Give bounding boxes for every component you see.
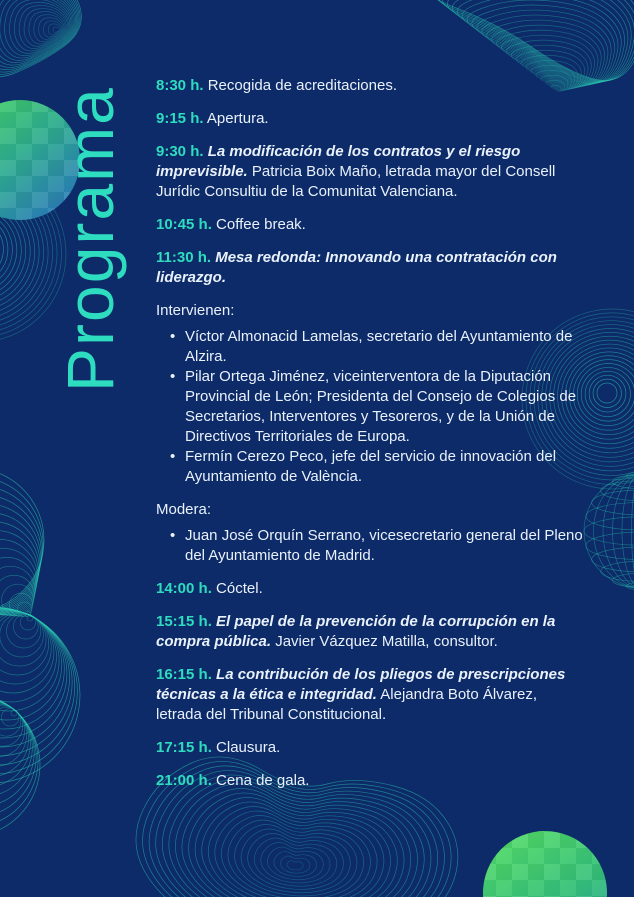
moderator-label: Modera:: [156, 501, 212, 518]
speaker-item: • Víctor Almonacid Lamelas, secretario del Ayuntamiento de Alzira.: [185, 327, 601, 367]
schedule-desc: Cena de gala.: [216, 772, 310, 789]
schedule-topic: Mesa redonda: Innovando una contratación con liderazgo.: [156, 249, 557, 286]
schedule-desc: Patricia Boix Maño, letrada mayor del Consell Jurídic Consultiu de la Comunitat Valenciana.: [156, 163, 556, 200]
schedule-desc: Alejandra Boto Álvarez, letrada del Tribunal Constitucional.: [156, 686, 538, 723]
schedule-desc: Coffee break.: [216, 216, 306, 233]
schedule-time: 16:15 h.: [156, 666, 212, 683]
speaker-item: • Pilar Ortega Jiménez, viceinterventora de la Diputación Provincial de León; Presidenta del Consejo de Colegios de Secretarios, Interventores y Tesoreros, y de la Unión de Directivos Territoriales de Europa.: [185, 367, 601, 447]
schedule-time: 14:00 h.: [156, 580, 212, 597]
vertical-title: Programa: [53, 86, 127, 392]
schedule-desc: Cóctel.: [216, 580, 263, 597]
schedule-item: [156, 142, 566, 202]
schedule-desc: Recogida de acreditaciones.: [207, 77, 397, 94]
schedule-time: 9:30 h.: [156, 143, 204, 160]
schedule-time: 15:15 h.: [156, 613, 212, 630]
schedule-topic: La modificación de los contratos y el riesgo imprevisible.: [156, 143, 521, 180]
schedule-time: 9:15 h.: [156, 110, 204, 127]
schedule-item: [156, 612, 566, 652]
schedule-item: [156, 738, 566, 758]
program-schedule: [156, 76, 616, 804]
schedule-item: [156, 771, 566, 791]
speaker-item: • Fermín Cerezo Peco, jefe del servicio de innovación del Ayuntamiento de València.: [185, 447, 601, 487]
schedule-time: 17:15 h.: [156, 739, 212, 756]
schedule-topic: El papel de la prevención de la corrupción en la compra pública.: [156, 613, 556, 650]
schedule-topic: La contribución de los pliegos de prescripciones técnicas a la ética e integridad.: [156, 666, 566, 703]
schedule-item: [156, 665, 566, 725]
moderators-list: [156, 526, 616, 566]
schedule-desc: Clausura.: [216, 739, 281, 756]
schedule-item: [156, 76, 566, 96]
schedule-desc: Apertura.: [206, 110, 269, 127]
moderator-item: • Juan José Orquín Serrano, vicesecretario general del Pleno del Ayuntamiento de Madrid.: [185, 526, 601, 566]
schedule-time: 11:30 h.: [156, 249, 212, 266]
schedule-desc: Javier Vázquez Matilla, consultor.: [275, 633, 498, 650]
schedule-time: 10:45 h.: [156, 216, 212, 233]
schedule-time: 21:00 h.: [156, 772, 212, 789]
schedule-item: [156, 248, 566, 288]
speakers-list: [156, 327, 616, 487]
schedule-item: [156, 109, 566, 129]
schedule-item: [156, 579, 566, 599]
mosaic-sphere-bottom-right: [483, 831, 607, 897]
schedule-time: 8:30 h.: [156, 77, 204, 94]
speakers-label: Intervienen:: [156, 302, 235, 319]
schedule-item: [156, 215, 566, 235]
